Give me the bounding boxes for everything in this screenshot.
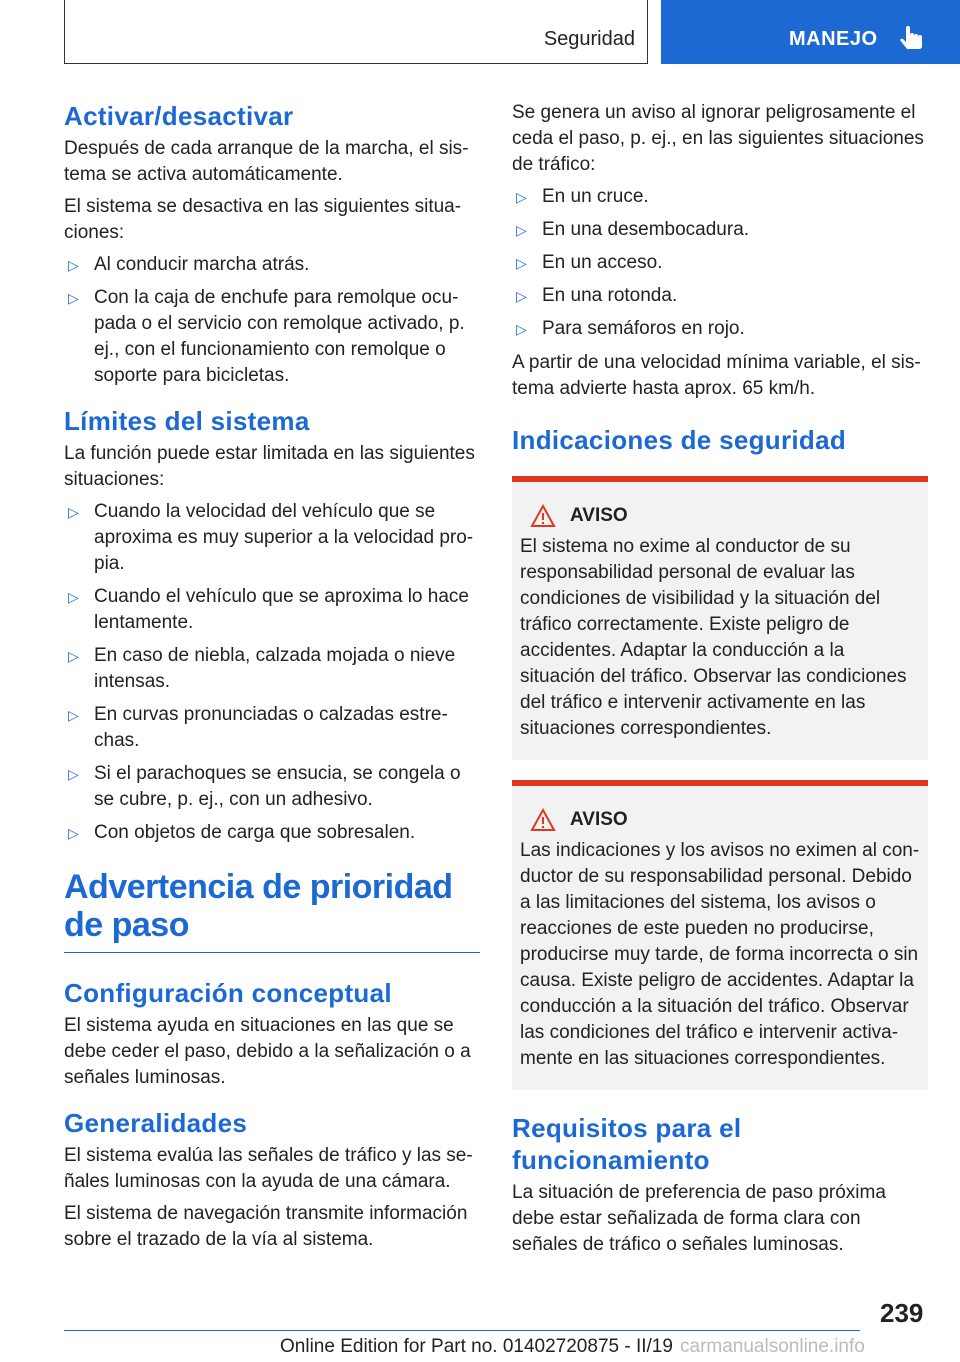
heading-indicaciones: Indicaciones de seguridad [512,425,847,455]
header-tab-label: MANEJO [789,28,878,50]
warning-label: AVISO [570,809,628,830]
paragraph: El sistema de navegación transmite información sobre el trazado de la vía al sistema. [64,1203,468,1250]
list-item: ▷ En curvas pronunciadas o calzadas estrechas. [68,704,448,751]
paragraph: Después de cada arranque de la marcha, el sistema se activa automáticamente. [64,138,469,185]
page-number: 239 [880,1298,924,1328]
paragraph: El sistema evalúa las señales de tráfico y las señales luminosas con la ayuda de una cámara. [64,1145,473,1192]
left-column [64,100,480,1269]
section-generalidades [64,1107,480,1253]
warning-box [512,780,928,1090]
list-item: ▷ Con objetos de carga que sobresalen. [64,820,480,846]
bullet-list [512,184,928,342]
triangle-bullet-icon: ▷ [68,589,79,605]
triangle-bullet-icon: ▷ [68,707,79,723]
list-item: ▷ Cuando la velocidad del vehículo que se aproxima es muy superior a la velocidad propia. [68,501,474,574]
list-item: ▷ Con la caja de enchufe para remolque ocupada o el servicio con remolque activado, p. ej., con el funcionamiento con remolque o soporte para bicicletas. [68,287,465,386]
warning-text: Las indicaciones y los avisos no eximen al conductor de su responsabilidad personal. Debido a las limitaciones del sistema, los avisos o reacciones de este pueden no producirse, producirse muy tarde, de forma incorrecta o sin causa. Existe peligro de accidentes. Adaptar la conducción a la situación del tráfico. Observar las condiciones del tráfico e intervenir activamente en las situaciones correspondientes. [520,840,920,1069]
triangle-bullet-icon: ▷ [68,648,79,664]
warning-text: El sistema no exime al conductor de su responsabilidad personal de evaluar las condiciones de visibilidad y la situación del tráfico correctamente. Existe peligro de accidentes. Adaptar la conducción a la situación del tráfico. Observar las condiciones del tráfico e intervenir activamente en las situaciones correspondientes. [520,536,907,739]
warning-label: AVISO [570,505,628,526]
list-item: ▷ En una desembocadura. [512,217,928,243]
warning-triangle-icon [530,808,556,832]
triangle-bullet-icon: ▷ [516,189,527,205]
triangle-bullet-icon: ▷ [68,825,79,841]
paragraph: El sistema ayuda en situaciones en las que se debe ceder el paso, debido a la señalización o a señales luminosas. [64,1015,471,1088]
section-requisitos [512,1112,928,1258]
triangle-bullet-icon: ▷ [516,255,527,271]
paragraph: El sistema se desactiva en las siguientes situaciones: [64,196,462,243]
heading-generalidades: Generalidades [64,1108,248,1138]
chapter-heading: Advertencia de prioridad de paso [64,868,453,944]
header-section-box [64,0,648,64]
heading-requisitos: Requisitos para el funcionamiento [512,1113,742,1175]
warning-title [530,504,920,528]
paragraph: A partir de una velocidad mínima variable, el sistema advierte hasta aprox. 65 km/h. [512,352,921,399]
header-chapter-tab[interactable] [661,0,960,64]
footer-divider [64,1330,860,1331]
bullet-list [64,252,480,389]
header-section-title: Seguridad [543,28,635,50]
heading-limites: Límites del sistema [64,406,310,436]
hand-pointer-icon [897,24,927,54]
triangle-bullet-icon: ▷ [68,290,79,306]
triangle-bullet-icon: ▷ [516,321,527,337]
list-item: ▷ En caso de niebla, calzada mojada o nieve intensas. [68,645,456,692]
list-item: ▷ En un cruce. [512,184,928,210]
bullet-list [64,499,480,846]
triangle-bullet-icon: ▷ [68,766,79,782]
section-limites [64,405,480,846]
list-item: ▷ En una rotonda. [512,283,928,309]
warning-triangle-icon [530,504,556,528]
triangle-bullet-icon: ▷ [68,257,79,273]
paragraph: La función puede estar limitada en las siguientes situaciones: [64,443,475,490]
footer-watermark: carmanualsonline.info [680,1336,865,1357]
right-column [512,100,928,1274]
list-item: ▷ Cuando el vehículo que se aproxima lo hace lentamente. [68,586,469,633]
list-item: ▷ En un acceso. [512,250,928,276]
paragraph: Se genera un aviso al ignorar peligrosamente el ceda el paso, p. ej., en las siguientes situaciones de tráfico: [512,102,924,175]
warning-title [530,808,920,832]
heading-config: Configuración conceptual [64,978,392,1008]
list-item: ▷ Al conducir marcha atrás. [64,252,480,278]
triangle-bullet-icon: ▷ [68,504,79,520]
triangle-bullet-icon: ▷ [516,222,527,238]
section-activar [64,100,480,389]
warning-box [512,476,928,760]
heading-activar: Activar/desactivar [64,101,294,131]
paragraph: La situación de preferencia de paso próxima debe estar señalizada de forma clara con señales de tráfico o señales luminosas. [512,1182,886,1255]
section-config [64,977,480,1091]
footer-edition: Online Edition for Part no. 01402720875 - II/19 [280,1336,673,1357]
list-item: ▷ Para semáforos en rojo. [512,316,928,342]
chapter-heading-wrap [64,868,480,953]
triangle-bullet-icon: ▷ [516,288,527,304]
list-item: ▷ Si el parachoques se ensucia, se congela o se cubre, p. ej., con un adhesivo. [68,763,461,810]
